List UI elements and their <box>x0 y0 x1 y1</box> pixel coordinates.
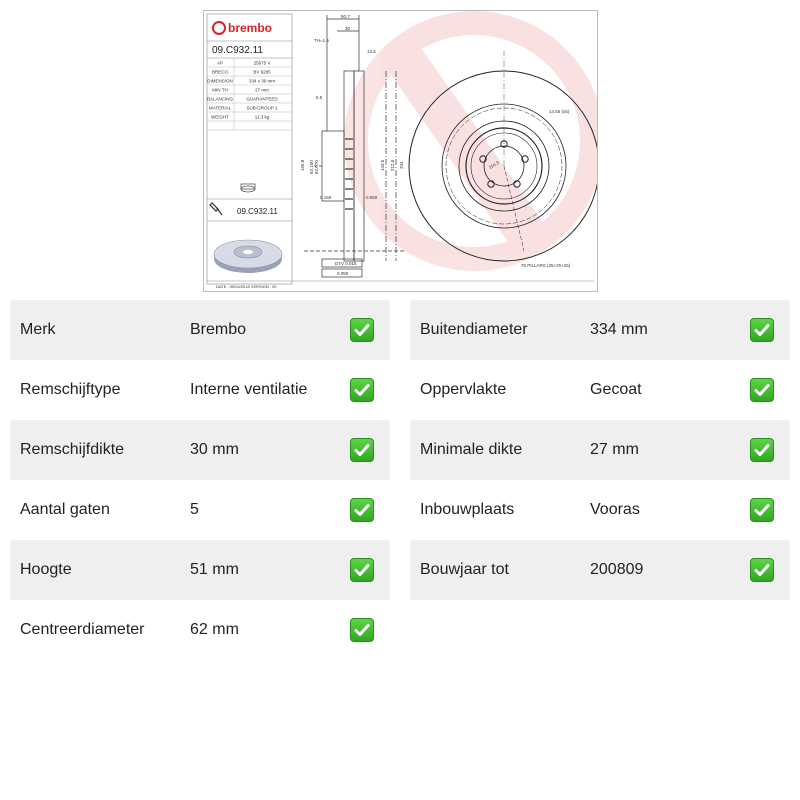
info-key: BALANCING <box>206 96 234 102</box>
spec-value: 30 mm <box>190 441 239 458</box>
spec-value: 334 mm <box>590 321 648 338</box>
checkmark-icon <box>350 558 374 582</box>
info-key: DIMENSION <box>207 78 233 84</box>
dim-label: 156.8 <box>300 159 305 171</box>
dim-label: 0.150 <box>320 195 332 200</box>
spec-row <box>410 420 790 480</box>
spec-row <box>410 540 790 600</box>
checkmark-icon <box>350 438 374 462</box>
spec-value: 200809 <box>590 561 644 578</box>
spec-value: 27 mm <box>590 441 639 458</box>
spec-value: Brembo <box>190 321 247 338</box>
info-value: 27 mm <box>255 87 269 93</box>
spec-label: Buitendiameter <box>420 321 528 338</box>
spec-value: 5 <box>190 501 199 518</box>
dim-label: 6.5 <box>316 95 323 100</box>
info-value: SUB-GROUP 1 <box>246 105 278 111</box>
checkmark-icon <box>750 498 774 522</box>
dim-label: 13.5 <box>367 49 376 54</box>
spec-value: 51 mm <box>190 561 239 578</box>
wrench-icon <box>210 203 222 215</box>
info-key: MATERIAL <box>208 105 232 111</box>
checkmark-icon <box>750 558 774 582</box>
brand-logo-text: brembo <box>228 21 273 35</box>
dim-label: 0.050 <box>366 195 378 200</box>
spec-value: 62 mm <box>190 621 239 638</box>
dim-label: 334 <box>399 161 404 169</box>
spec-label: Merk <box>20 321 56 338</box>
spec-row <box>410 480 790 540</box>
dim-label: DTV 0.015 <box>335 261 357 266</box>
disc-render <box>214 240 282 273</box>
dim-label: 143.6 <box>380 159 385 171</box>
checkmark-icon <box>350 378 374 402</box>
brembo-logo <box>213 21 272 35</box>
spec-row <box>410 360 790 420</box>
spec-value: Gecoat <box>590 381 642 398</box>
info-key: WEIGHT <box>211 114 229 120</box>
spec-label: Centreerdiameter <box>20 621 145 638</box>
info-value: GUARANTEED <box>246 96 278 102</box>
dim-label: 14.55 (x5) <box>549 109 570 114</box>
part-number-secondary: 09.C932.11 <box>237 207 278 216</box>
spec-row <box>10 300 390 360</box>
info-value: 11.3 kg <box>254 114 270 120</box>
dim-label: 62.070 <box>314 160 319 174</box>
spec-value: Vooras <box>590 501 640 518</box>
info-value: 25675 V <box>253 60 271 66</box>
dim-label: 30 <box>345 26 351 31</box>
dim-label: 114.3 <box>488 160 500 170</box>
spec-label: Hoogte <box>20 561 72 578</box>
checkmark-icon <box>350 618 374 642</box>
checkmark-icon <box>350 498 374 522</box>
dim-label: 212.6 <box>390 159 395 171</box>
spec-row <box>10 600 390 660</box>
spec-row <box>410 300 790 360</box>
spec-label: Aantal gaten <box>20 501 110 518</box>
dim-label: 0.050 <box>337 271 349 276</box>
checkmark-icon <box>750 438 774 462</box>
disc-symbol-icon <box>241 184 255 192</box>
dim-label: 75 PILLARS (25+25+25) <box>521 263 571 268</box>
info-value: 334 x 30 mm <box>248 78 276 84</box>
info-value: BV 9285 <box>253 69 271 75</box>
checkmark-icon <box>350 318 374 342</box>
spec-label: Bouwjaar tot <box>420 561 509 578</box>
spec-label: Oppervlakte <box>420 381 507 398</box>
spec-row <box>10 480 390 540</box>
checkmark-icon <box>750 378 774 402</box>
checkmark-icon <box>750 318 774 342</box>
spec-row <box>10 420 390 480</box>
spec-label: Inbouwplaats <box>420 501 515 518</box>
spec-value: Interne ventilatie <box>190 381 308 398</box>
drawing-canvas <box>204 11 597 291</box>
info-key: BRECO <box>211 69 229 75</box>
spec-label: Minimale dikte <box>420 441 523 458</box>
dim-label: TH=1.5 <box>314 38 329 43</box>
spec-label: Remschijfdikte <box>20 441 125 458</box>
part-number: 09.C932.11 <box>212 45 263 56</box>
info-key: AP <box>216 60 224 66</box>
dim-label: 62.100 <box>309 160 314 174</box>
drawing-footer: DATE : 05/04/2018 VERSION : 00 <box>216 284 277 289</box>
dim-label: 50.7 <box>341 14 350 19</box>
spec-label: Remschijftype <box>20 381 121 398</box>
spec-row <box>10 540 390 600</box>
spec-row <box>10 360 390 420</box>
info-key: MIN TH <box>212 87 228 93</box>
technical-drawing <box>203 10 598 292</box>
